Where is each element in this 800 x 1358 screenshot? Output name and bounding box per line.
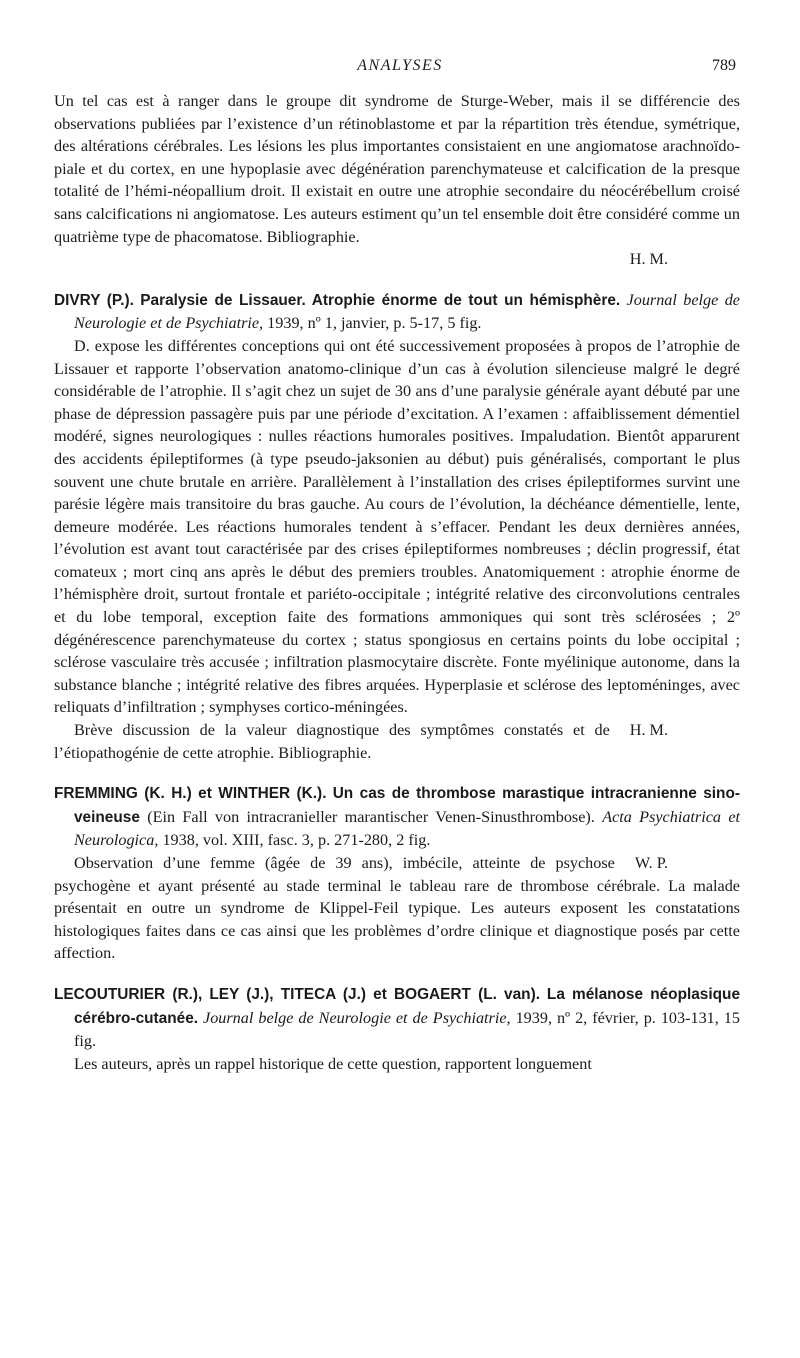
entry-journal: Journal belge de Neurologie et de Psychiatrie, xyxy=(74,290,740,333)
entry-authors: DIVRY (P.). xyxy=(54,291,134,309)
running-header xyxy=(0,57,800,79)
entry-heading xyxy=(54,782,740,852)
entry-reference: 1939, nº 1, janvier, p. 5-17, 5 fig. xyxy=(267,314,482,333)
entry-journal: Journal belge de Neurologie et de Psychiatrie, xyxy=(203,1008,511,1027)
entry-paragraph: Les auteurs, après un rappel historique de cette question, rapportent longuement xyxy=(74,1054,592,1073)
entry-authors: FREMMING (K. H.) et WINTHER (K.). xyxy=(54,785,327,803)
abstract-entry-divry xyxy=(54,289,740,764)
entry-signature: H. M. xyxy=(629,721,668,740)
entry-title: Un cas de thrombose marastique intracranienne sino-veineuse xyxy=(74,785,740,826)
running-title: ANALYSES xyxy=(357,57,443,74)
entry-title: Paralysie de Lissauer. Atrophie énorme de tout un hémisphère. xyxy=(140,291,621,309)
page-number: 789 xyxy=(712,57,736,74)
abstract-entry-lecouturier xyxy=(54,983,740,1075)
entry-signature: W. P. xyxy=(634,854,668,872)
intro-paragraph: Un tel cas est à ranger dans le groupe dit syndrome de Sturge-Weber, mais il se différencie des observations publiées par l’existence d’un rétinoblastome et par la répartition très étendue, symétrique, des altérations cérébrales. Les lésions les plus importantes consistaient en une angiomatose arachnoïdo-piale et du cortex, en une hypoplasie avec dégénération parenchymateuse et calcification de la presque totalité de l’hémi-néopallium droit. Il existait en outre une atrophie secondaire du néocérébellum croisé sans calcifications ni angiomatose. Les auteurs estiment qu’un tel ensemble doit être considéré comme un quatrième type de phacomatose. Bibliographie. xyxy=(54,92,740,246)
entry-paragraph-text: Observation d’une femme (âgée de 39 ans), imbécile, atteinte de psychose psychogène et ayant présenté au stade terminal le tableau rare de thrombose cérébrale. La malade présentait en outre un syndrome de Klippel-Feil typique. Les auteurs exposent les constatations histologiques faites dans ce cas ainsi que les problèmes d’ordre clinique et diagnostique posés par cette affection. xyxy=(54,854,740,963)
intro-signature: H. M. xyxy=(629,250,668,269)
entry-subtitle: (Ein Fall von intracranieller marantischer Venen-Sinusthrombose). xyxy=(147,807,595,826)
entry-title: La mélanose néoplasique cérébro-cutanée. xyxy=(74,985,741,1027)
entry-heading xyxy=(54,983,740,1053)
entry-authors: LECOUTURIER (R.), LEY (J.), TITECA (J.) et BOGAERT (L. van). xyxy=(54,985,540,1003)
entry-reference: 1939, nº 2, février, p. 103-131, 15 fig. xyxy=(74,1008,740,1051)
entry-paragraph: D. expose les différentes conceptions qui ont été successivement proposées à propos de l’atrophie de Lissauer et rapporte l’observation anatomo-clinique d’un cas à évolution silencieuse malgré le degré considérable de l’atrophie. Il s’agit chez un sujet de 30 ans d’une paralysie générale ayant débuté par une phase de dépression passagère puis par une période d’excitation. A l’examen : affaiblissement démentiel modéré, signes neurologiques : nulles réactions humorales positives. Impaludation. Bientôt apparurent des accidents épileptiformes (à type pseudo-jaksonien au début) puis généralisés, comportant le plus souvent une chute brutale en arrière. Parallèlement à l’installation des crises épileptiformes survint une parésie légère mais transitoire du bras gauche. Au cours de l’évolution, la déchéance démentielle, lente, demeure modérée. Les réactions humorales tendent à s’effacer. Pendant les deux dernières années, l’évolution est avant tout caractérisée par des crises épileptiformes nombreuses ; déclin progressif, état comateux ; mort cinq ans après le début des premiers troubles. Anatomiquement : atrophie énorme de l’hémisphère droit, surtout frontale et pariéto-occipitale ; intégrité relative des circonvolutions centrales et du lobe temporal, exception faite des formations ammoniques qui sont très sclérosées ; 2º dégénérescence parenchymateuse du cortex ; status spongiosus en certains points du lobe occipital ; sclérose vasculaire très accusée ; infiltration plasmocytaire discrète. Fonte myélinique autonome, dans la substance blanche ; intégrité relative des fibres arquées. Hyperplasie et sclérose des leptoméninges, avec reliquats d’infiltration ; symphyses cortico-méningées. xyxy=(54,336,740,717)
entry-heading xyxy=(54,289,740,335)
entry-paragraph xyxy=(54,719,740,764)
entry-reference: 1938, vol. XIII, fasc. 3, p. 271-280, 2 fig. xyxy=(162,831,431,850)
page-content xyxy=(54,90,740,1075)
entry-paragraph xyxy=(54,852,740,965)
abstract-entry-fremming xyxy=(54,782,740,965)
entry-paragraph-text: Brève discussion de la valeur diagnostique des symptômes constatés et de l’étiopathogénie de cette atrophie. Bibliographie. xyxy=(54,721,610,762)
entry-journal: Acta Psychiatrica et Neurologica, xyxy=(74,807,740,850)
